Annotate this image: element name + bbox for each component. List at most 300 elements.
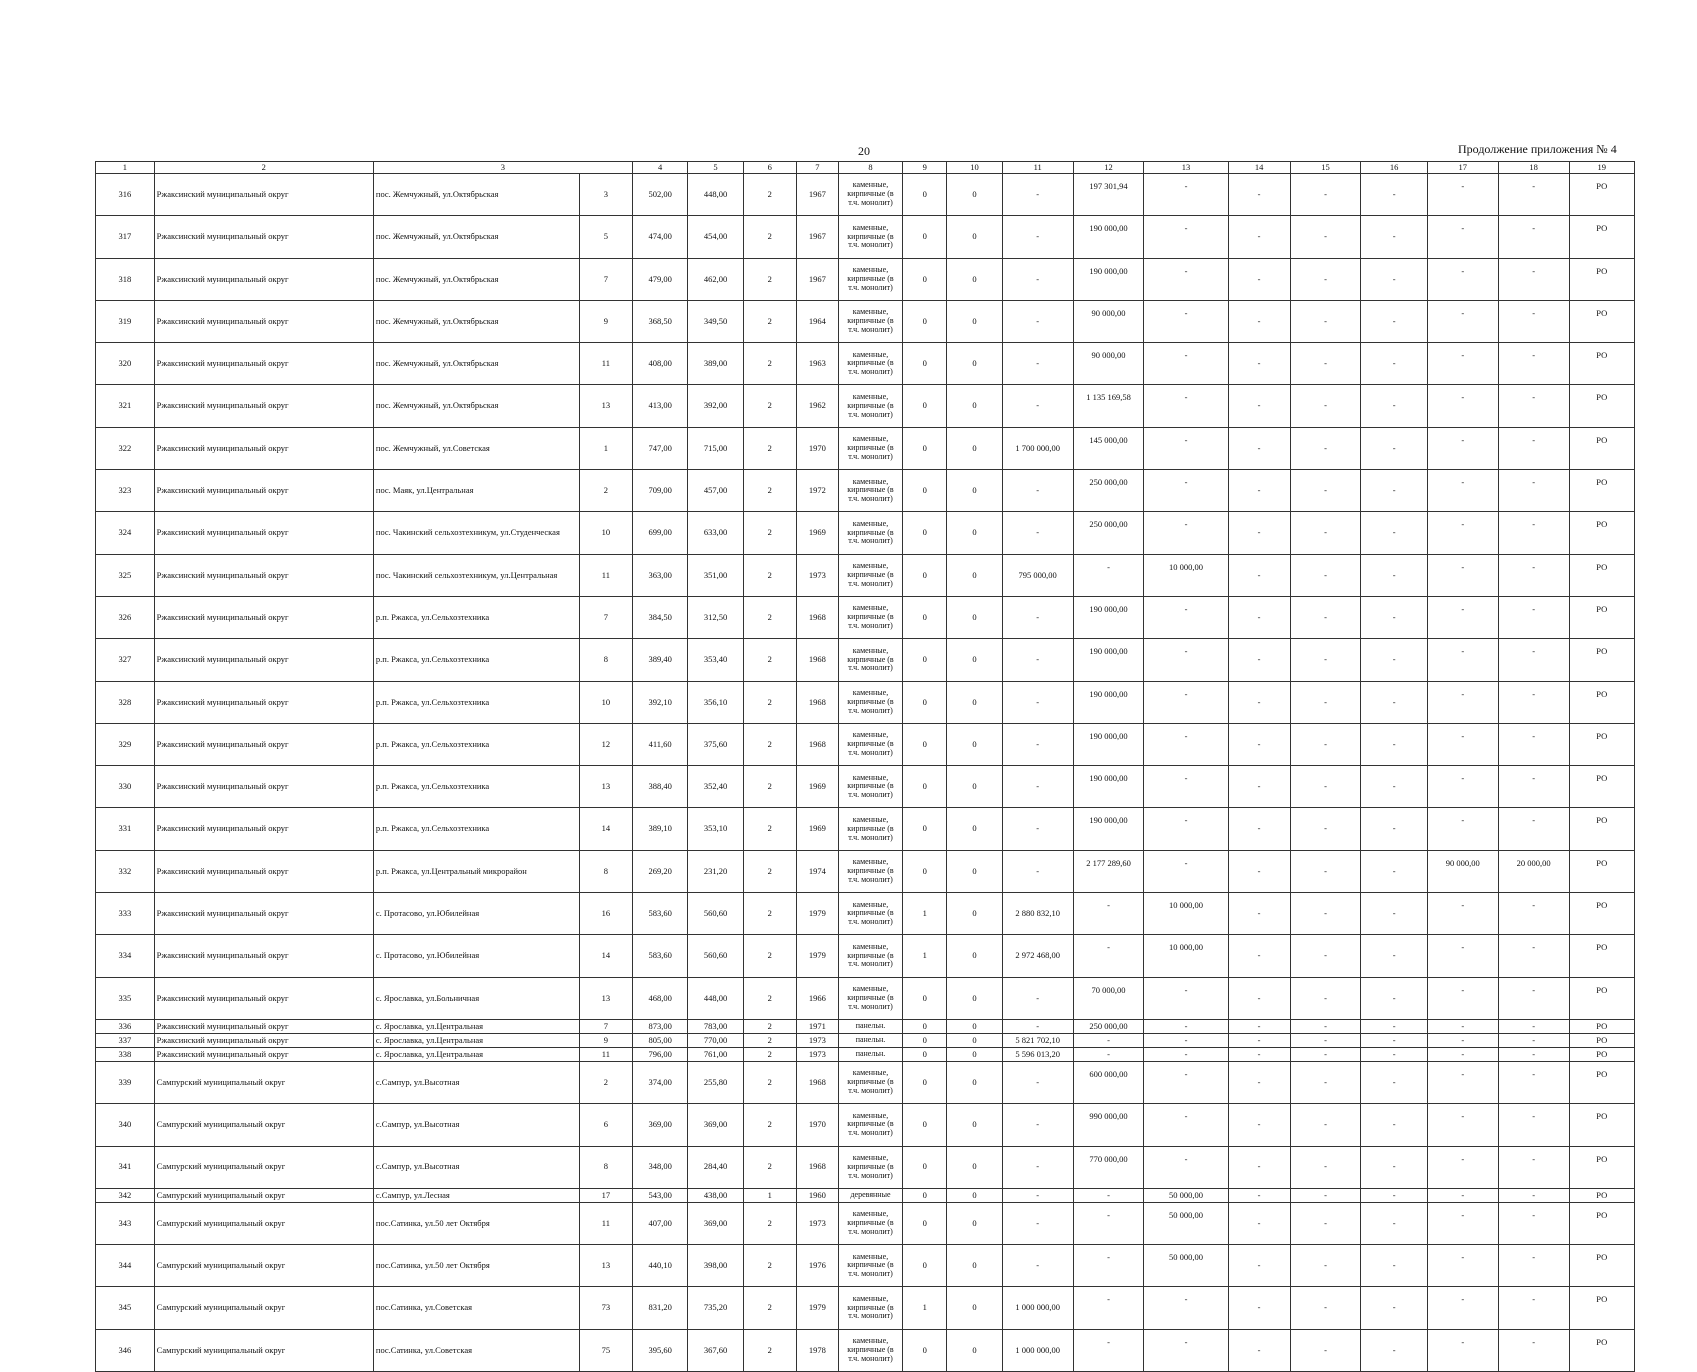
col11-cell: - — [1002, 1146, 1073, 1188]
col13-cell: 10 000,00 — [1144, 893, 1228, 935]
col12-cell: - — [1073, 1245, 1144, 1287]
col11-cell: - — [1002, 1104, 1073, 1146]
col18-cell: - — [1498, 808, 1569, 850]
col17-cell: - — [1427, 258, 1498, 300]
col16-cell: - — [1361, 1188, 1427, 1202]
column-header: 6 — [743, 162, 796, 174]
col10-cell: 0 — [947, 1047, 1002, 1061]
col18-cell: - — [1498, 258, 1569, 300]
col9-cell: 0 — [903, 385, 947, 427]
table-row — [96, 1188, 1635, 1202]
col11-cell: 2 880 832,10 — [1002, 893, 1073, 935]
col14-cell: - — [1228, 977, 1290, 1019]
year-cell: 1973 — [796, 1033, 838, 1047]
col17-cell: - — [1427, 1202, 1498, 1244]
district-cell: Сампурский муниципальный округ — [154, 1061, 373, 1103]
column-header: 5 — [688, 162, 743, 174]
table-row — [96, 681, 1635, 723]
wall-material-cell: каменные, кирпичные (в т.ч. монолит) — [838, 216, 902, 258]
col11-cell: - — [1002, 1202, 1073, 1244]
total-area-cell: 479,00 — [632, 258, 687, 300]
year-cell: 1976 — [796, 1245, 838, 1287]
living-area-cell: 462,00 — [688, 258, 743, 300]
district-cell: Ржаксинский муниципальный округ — [154, 300, 373, 342]
col13-cell: - — [1144, 1287, 1228, 1329]
floors-cell: 2 — [743, 1104, 796, 1146]
total-area-cell: 388,40 — [632, 766, 687, 808]
living-area-cell: 770,00 — [688, 1033, 743, 1047]
total-area-cell: 411,60 — [632, 723, 687, 765]
year-cell: 1969 — [796, 512, 838, 554]
col15-cell: - — [1290, 554, 1361, 596]
col15-cell: - — [1290, 1188, 1361, 1202]
col11-cell: - — [1002, 1245, 1073, 1287]
col12-cell: - — [1073, 893, 1144, 935]
col9-cell: 0 — [903, 1245, 947, 1287]
col17-cell: - — [1427, 596, 1498, 638]
col18-cell: - — [1498, 1047, 1569, 1061]
total-area-cell: 699,00 — [632, 512, 687, 554]
col12-cell: - — [1073, 1188, 1144, 1202]
address-cell: с. Ярославка, ул.Центральная — [373, 1047, 579, 1061]
column-header: 7 — [796, 162, 838, 174]
district-cell: Ржаксинский муниципальный округ — [154, 427, 373, 469]
col14-cell: - — [1228, 1146, 1290, 1188]
col9-cell: 0 — [903, 850, 947, 892]
table-body — [96, 174, 1635, 1372]
col16-cell: - — [1361, 808, 1427, 850]
column-header: 9 — [903, 162, 947, 174]
total-area-cell: 395,60 — [632, 1329, 687, 1371]
house-number-cell: 16 — [579, 893, 632, 935]
living-area-cell: 389,00 — [688, 343, 743, 385]
col14-cell: - — [1228, 174, 1290, 216]
row-number: 333 — [96, 893, 155, 935]
floors-cell: 2 — [743, 512, 796, 554]
year-cell: 1968 — [796, 681, 838, 723]
district-cell: Ржаксинский муниципальный округ — [154, 639, 373, 681]
col12-cell: - — [1073, 935, 1144, 977]
total-area-cell: 583,60 — [632, 893, 687, 935]
house-number-cell: 13 — [579, 385, 632, 427]
col12-cell: - — [1073, 1202, 1144, 1244]
col10-cell: 0 — [947, 1019, 1002, 1033]
col15-cell: - — [1290, 343, 1361, 385]
col16-cell: - — [1361, 766, 1427, 808]
col12-cell: - — [1073, 1287, 1144, 1329]
col11-cell: - — [1002, 977, 1073, 1019]
col10-cell: 0 — [947, 977, 1002, 1019]
col13-cell: 50 000,00 — [1144, 1202, 1228, 1244]
col18-cell: - — [1498, 1202, 1569, 1244]
col17-cell: - — [1427, 300, 1498, 342]
col11-cell: - — [1002, 639, 1073, 681]
year-cell: 1973 — [796, 1202, 838, 1244]
floors-cell: 2 — [743, 808, 796, 850]
col14-cell: - — [1228, 681, 1290, 723]
living-area-cell: 255,80 — [688, 1061, 743, 1103]
col10-cell: 0 — [947, 808, 1002, 850]
col15-cell: - — [1290, 385, 1361, 427]
address-cell: р.п. Ржакса, ул.Сельхозтехника — [373, 596, 579, 638]
house-number-cell: 75 — [579, 1329, 632, 1371]
total-area-cell: 392,10 — [632, 681, 687, 723]
method-cell: РО — [1569, 723, 1634, 765]
district-cell: Ржаксинский муниципальный округ — [154, 512, 373, 554]
col14-cell: - — [1228, 258, 1290, 300]
col18-cell: - — [1498, 554, 1569, 596]
living-area-cell: 369,00 — [688, 1104, 743, 1146]
col16-cell: - — [1361, 935, 1427, 977]
col10-cell: 0 — [947, 512, 1002, 554]
col16-cell: - — [1361, 850, 1427, 892]
living-area-cell: 448,00 — [688, 174, 743, 216]
year-cell: 1974 — [796, 850, 838, 892]
col9-cell: 0 — [903, 1061, 947, 1103]
col16-cell: - — [1361, 596, 1427, 638]
living-area-cell: 284,40 — [688, 1146, 743, 1188]
total-area-cell: 389,10 — [632, 808, 687, 850]
col11-cell: - — [1002, 174, 1073, 216]
table-row — [96, 300, 1635, 342]
col17-cell: - — [1427, 893, 1498, 935]
col16-cell: - — [1361, 427, 1427, 469]
col16-cell: - — [1361, 1047, 1427, 1061]
col16-cell: - — [1361, 385, 1427, 427]
year-cell: 1968 — [796, 723, 838, 765]
wall-material-cell: каменные, кирпичные (в т.ч. монолит) — [838, 554, 902, 596]
col11-cell: - — [1002, 1019, 1073, 1033]
table-row — [96, 1019, 1635, 1033]
table-row — [96, 766, 1635, 808]
table-row — [96, 1287, 1635, 1329]
col17-cell: - — [1427, 681, 1498, 723]
col13-cell: 10 000,00 — [1144, 935, 1228, 977]
col10-cell: 0 — [947, 385, 1002, 427]
col18-cell: - — [1498, 1104, 1569, 1146]
col18-cell: - — [1498, 1061, 1569, 1103]
table-row — [96, 1033, 1635, 1047]
district-cell: Ржаксинский муниципальный округ — [154, 343, 373, 385]
address-cell: пос.Сатинка, ул.50 лет Октября — [373, 1245, 579, 1287]
col10-cell: 0 — [947, 1146, 1002, 1188]
wall-material-cell: каменные, кирпичные (в т.ч. монолит) — [838, 174, 902, 216]
col16-cell: - — [1361, 470, 1427, 512]
col9-cell: 1 — [903, 893, 947, 935]
col10-cell: 0 — [947, 639, 1002, 681]
year-cell: 1970 — [796, 427, 838, 469]
column-header: 19 — [1569, 162, 1634, 174]
col13-cell: - — [1144, 1104, 1228, 1146]
col11-cell: - — [1002, 258, 1073, 300]
col16-cell: - — [1361, 1287, 1427, 1329]
method-cell: РО — [1569, 1287, 1634, 1329]
row-number: 323 — [96, 470, 155, 512]
col11-cell: 5 821 702,10 — [1002, 1033, 1073, 1047]
year-cell: 1979 — [796, 935, 838, 977]
floors-cell: 2 — [743, 343, 796, 385]
wall-material-cell: панельн. — [838, 1047, 902, 1061]
column-header: 14 — [1228, 162, 1290, 174]
col13-cell: - — [1144, 427, 1228, 469]
wall-material-cell: каменные, кирпичные (в т.ч. монолит) — [838, 766, 902, 808]
district-cell: Ржаксинский муниципальный округ — [154, 554, 373, 596]
row-number: 335 — [96, 977, 155, 1019]
row-number: 327 — [96, 639, 155, 681]
table-row — [96, 385, 1635, 427]
col14-cell: - — [1228, 1287, 1290, 1329]
house-number-cell: 6 — [579, 1104, 632, 1146]
living-area-cell: 351,00 — [688, 554, 743, 596]
address-cell: р.п. Ржакса, ул.Центральный микрорайон — [373, 850, 579, 892]
wall-material-cell: каменные, кирпичные (в т.ч. монолит) — [838, 1287, 902, 1329]
house-number-cell: 8 — [579, 639, 632, 681]
col12-cell: 250 000,00 — [1073, 470, 1144, 512]
col18-cell: - — [1498, 639, 1569, 681]
floors-cell: 2 — [743, 639, 796, 681]
table-row — [96, 935, 1635, 977]
col18-cell: - — [1498, 1146, 1569, 1188]
col11-cell: - — [1002, 596, 1073, 638]
col15-cell: - — [1290, 681, 1361, 723]
year-cell: 1971 — [796, 1019, 838, 1033]
col17-cell: - — [1427, 174, 1498, 216]
district-cell: Ржаксинский муниципальный округ — [154, 850, 373, 892]
col15-cell: - — [1290, 1047, 1361, 1061]
district-cell: Сампурский муниципальный округ — [154, 1287, 373, 1329]
row-number: 332 — [96, 850, 155, 892]
col12-cell: - — [1073, 1047, 1144, 1061]
col17-cell: - — [1427, 1245, 1498, 1287]
col15-cell: - — [1290, 766, 1361, 808]
table-row — [96, 639, 1635, 681]
method-cell: РО — [1569, 1329, 1634, 1371]
col13-cell: - — [1144, 596, 1228, 638]
district-cell: Ржаксинский муниципальный округ — [154, 258, 373, 300]
house-number-cell: 14 — [579, 935, 632, 977]
col9-cell: 0 — [903, 723, 947, 765]
floors-cell: 2 — [743, 554, 796, 596]
floors-cell: 2 — [743, 1033, 796, 1047]
total-area-cell: 363,00 — [632, 554, 687, 596]
total-area-cell: 502,00 — [632, 174, 687, 216]
col12-cell: 2 177 289,60 — [1073, 850, 1144, 892]
house-number-cell: 2 — [579, 1061, 632, 1103]
col12-cell: 190 000,00 — [1073, 596, 1144, 638]
total-area-cell: 348,00 — [632, 1146, 687, 1188]
col17-cell: - — [1427, 723, 1498, 765]
floors-cell: 2 — [743, 596, 796, 638]
house-number-cell: 7 — [579, 596, 632, 638]
col17-cell: 90 000,00 — [1427, 850, 1498, 892]
total-area-cell: 747,00 — [632, 427, 687, 469]
col12-cell: 250 000,00 — [1073, 512, 1144, 554]
col9-cell: 0 — [903, 681, 947, 723]
col11-cell: - — [1002, 512, 1073, 554]
col18-cell: - — [1498, 512, 1569, 554]
col18-cell: - — [1498, 470, 1569, 512]
wall-material-cell: каменные, кирпичные (в т.ч. монолит) — [838, 1104, 902, 1146]
total-area-cell: 468,00 — [632, 977, 687, 1019]
col18-cell: - — [1498, 1329, 1569, 1371]
total-area-cell: 796,00 — [632, 1047, 687, 1061]
col15-cell: - — [1290, 723, 1361, 765]
col18-cell: - — [1498, 385, 1569, 427]
table-row — [96, 1104, 1635, 1146]
col18-cell: - — [1498, 216, 1569, 258]
col13-cell: - — [1144, 1047, 1228, 1061]
col15-cell: - — [1290, 935, 1361, 977]
col18-cell: - — [1498, 596, 1569, 638]
year-cell: 1969 — [796, 766, 838, 808]
row-number: 337 — [96, 1033, 155, 1047]
table-row — [96, 1061, 1635, 1103]
col15-cell: - — [1290, 512, 1361, 554]
col18-cell: - — [1498, 1019, 1569, 1033]
col18-cell: 20 000,00 — [1498, 850, 1569, 892]
column-header: 13 — [1144, 162, 1228, 174]
col14-cell: - — [1228, 300, 1290, 342]
col15-cell: - — [1290, 1202, 1361, 1244]
col10-cell: 0 — [947, 427, 1002, 469]
col10-cell: 0 — [947, 935, 1002, 977]
floors-cell: 2 — [743, 723, 796, 765]
col10-cell: 0 — [947, 554, 1002, 596]
col9-cell: 0 — [903, 1329, 947, 1371]
living-area-cell: 398,00 — [688, 1245, 743, 1287]
col16-cell: - — [1361, 1202, 1427, 1244]
col9-cell: 0 — [903, 1019, 947, 1033]
method-cell: РО — [1569, 258, 1634, 300]
col13-cell: - — [1144, 1033, 1228, 1047]
year-cell: 1967 — [796, 174, 838, 216]
col9-cell: 0 — [903, 258, 947, 300]
living-area-cell: 761,00 — [688, 1047, 743, 1061]
year-cell: 1964 — [796, 300, 838, 342]
address-cell: пос. Жемчужный, ул.Октябрьская — [373, 216, 579, 258]
col13-cell: - — [1144, 681, 1228, 723]
row-number: 317 — [96, 216, 155, 258]
floors-cell: 2 — [743, 216, 796, 258]
living-area-cell: 783,00 — [688, 1019, 743, 1033]
col11-cell: 1 700 000,00 — [1002, 427, 1073, 469]
method-cell: РО — [1569, 1047, 1634, 1061]
total-area-cell: 440,10 — [632, 1245, 687, 1287]
col11-cell: - — [1002, 300, 1073, 342]
wall-material-cell: каменные, кирпичные (в т.ч. монолит) — [838, 427, 902, 469]
total-area-cell: 269,20 — [632, 850, 687, 892]
living-area-cell: 352,40 — [688, 766, 743, 808]
col12-cell: 190 000,00 — [1073, 258, 1144, 300]
col12-cell: 1 135 169,58 — [1073, 385, 1144, 427]
col10-cell: 0 — [947, 1329, 1002, 1371]
col12-cell: 90 000,00 — [1073, 300, 1144, 342]
col18-cell: - — [1498, 343, 1569, 385]
house-number-cell: 2 — [579, 470, 632, 512]
living-area-cell: 454,00 — [688, 216, 743, 258]
col15-cell: - — [1290, 850, 1361, 892]
wall-material-cell: каменные, кирпичные (в т.ч. монолит) — [838, 1061, 902, 1103]
col16-cell: - — [1361, 1245, 1427, 1287]
col13-cell: - — [1144, 850, 1228, 892]
living-area-cell: 375,60 — [688, 723, 743, 765]
wall-material-cell: каменные, кирпичные (в т.ч. монолит) — [838, 808, 902, 850]
method-cell: РО — [1569, 808, 1634, 850]
address-cell: пос. Жемчужный, ул.Советская — [373, 427, 579, 469]
col10-cell: 0 — [947, 850, 1002, 892]
floors-cell: 2 — [743, 935, 796, 977]
living-area-cell: 735,20 — [688, 1287, 743, 1329]
district-cell: Ржаксинский муниципальный округ — [154, 766, 373, 808]
col15-cell: - — [1290, 1104, 1361, 1146]
address-cell: с.Сампур, ул.Высотная — [373, 1146, 579, 1188]
col16-cell: - — [1361, 512, 1427, 554]
col12-cell: 197 301,94 — [1073, 174, 1144, 216]
col11-cell: 1 000 000,00 — [1002, 1329, 1073, 1371]
col11-cell: 5 596 013,20 — [1002, 1047, 1073, 1061]
year-cell: 1968 — [796, 1061, 838, 1103]
address-cell: с.Сампур, ул.Высотная — [373, 1104, 579, 1146]
district-cell: Ржаксинский муниципальный округ — [154, 596, 373, 638]
column-header: 11 — [1002, 162, 1073, 174]
wall-material-cell: каменные, кирпичные (в т.ч. монолит) — [838, 893, 902, 935]
col14-cell: - — [1228, 216, 1290, 258]
col17-cell: - — [1427, 554, 1498, 596]
floors-cell: 2 — [743, 1287, 796, 1329]
col12-cell: 190 000,00 — [1073, 766, 1144, 808]
col9-cell: 0 — [903, 766, 947, 808]
col15-cell: - — [1290, 596, 1361, 638]
col13-cell: - — [1144, 808, 1228, 850]
district-cell: Ржаксинский муниципальный округ — [154, 681, 373, 723]
data-table — [95, 161, 1635, 1372]
col14-cell: - — [1228, 1329, 1290, 1371]
address-cell: с. Ярославка, ул.Центральная — [373, 1033, 579, 1047]
col9-cell: 0 — [903, 1146, 947, 1188]
col13-cell: - — [1144, 512, 1228, 554]
wall-material-cell: каменные, кирпичные (в т.ч. монолит) — [838, 935, 902, 977]
col13-cell: - — [1144, 258, 1228, 300]
total-area-cell: 831,20 — [632, 1287, 687, 1329]
col9-cell: 0 — [903, 1202, 947, 1244]
column-header: 2 — [154, 162, 373, 174]
col18-cell: - — [1498, 427, 1569, 469]
year-cell: 1979 — [796, 893, 838, 935]
table-header — [96, 162, 1635, 174]
year-cell: 1968 — [796, 596, 838, 638]
method-cell: РО — [1569, 681, 1634, 723]
house-number-cell: 5 — [579, 216, 632, 258]
living-area-cell: 312,50 — [688, 596, 743, 638]
floors-cell: 2 — [743, 850, 796, 892]
wall-material-cell: каменные, кирпичные (в т.ч. монолит) — [838, 1245, 902, 1287]
col9-cell: 0 — [903, 1033, 947, 1047]
row-number: 319 — [96, 300, 155, 342]
col13-cell: - — [1144, 385, 1228, 427]
district-cell: Сампурский муниципальный округ — [154, 1146, 373, 1188]
col10-cell: 0 — [947, 1287, 1002, 1329]
district-cell: Ржаксинский муниципальный округ — [154, 977, 373, 1019]
table-row — [96, 893, 1635, 935]
wall-material-cell: каменные, кирпичные (в т.ч. монолит) — [838, 723, 902, 765]
col16-cell: - — [1361, 681, 1427, 723]
wall-material-cell: каменные, кирпичные (в т.ч. монолит) — [838, 681, 902, 723]
col14-cell: - — [1228, 1033, 1290, 1047]
method-cell: РО — [1569, 766, 1634, 808]
method-cell: РО — [1569, 1033, 1634, 1047]
col12-cell: 145 000,00 — [1073, 427, 1144, 469]
wall-material-cell: панельн. — [838, 1033, 902, 1047]
